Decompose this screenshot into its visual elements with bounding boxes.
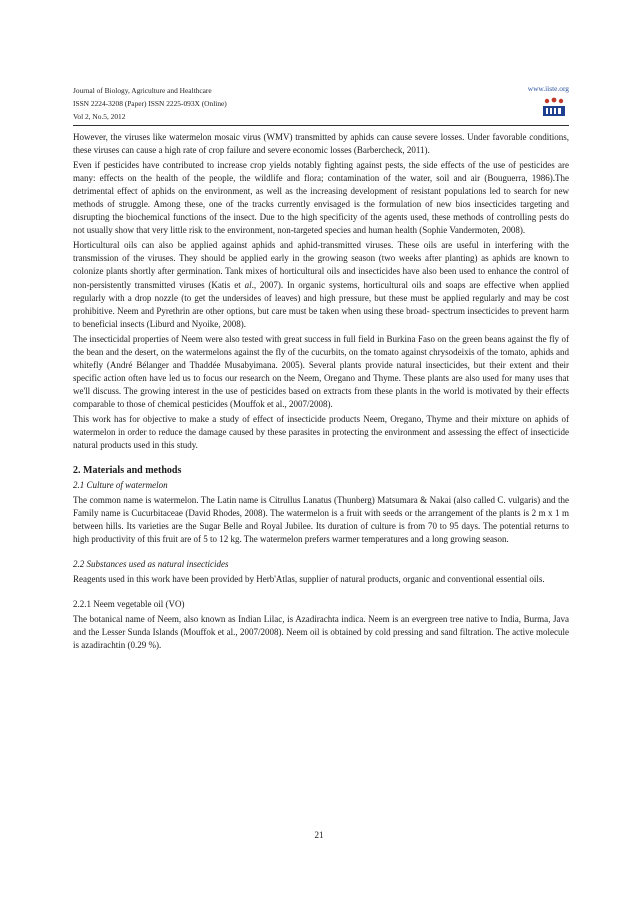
subsection-heading-culture: 2.1 Culture of watermelon [73,480,168,491]
paragraph-horticultural-oils [73,239,569,330]
paragraph-neem-oil: The botanical name of Neem, also known as Indian Lilac, is Azadirachta indica. Neem is an evergreen tree native to India, Burma, Java and the Lesser Sunda Islands (Mouffok et al., 2007/2008). Neem oil is obtained by cold pressing and sand filtration. The active molecule is azadirachtin (0.29 %). [73,614,569,651]
italic-al: al [244,279,252,290]
subsubsection-heading-neem: 2.2.1 Neem vegetable oil (VO) [73,599,185,610]
iiste-logo [541,96,567,118]
paragraph-objective: This work has for objective to make a study of effect of insecticide products Neem, Oregano, Thyme and their mixture on aphids of watermelon in order to reduce the damage caused by these parasites in protecting the environment and assessing the effect of insecticide natural products used in this study. [73,413,569,451]
issn-line: ISSN 2224-3208 (Paper) ISSN 2225-093X (Online) [73,99,227,109]
volume-line: Vol 2, No.5, 2012 [73,112,126,122]
section-heading-materials: 2. Materials and methods [73,465,182,477]
journal-url-link[interactable]: www.iiste.org [527,84,569,93]
paragraph-reagents: Reagents used in this work have been provided by Herb'Atlas, supplier of natural products, organic and conventional essential oils. [73,574,545,585]
subsection-heading-substances: 2.2 Substances used as natural insecticides [73,559,229,570]
journal-title: Journal of Biology, Agriculture and Healthcare [73,86,212,95]
paragraph-text: ., 2007). In organic systems, horticultural oils and soaps are effective when applied regularly with a drop nozzle (to get the undersides of leaves) and high pressure, but these must be applied regularly and may be cost prohibitive. Neem and Pyrethrin are other options, but care must be taken when using these broad- spectrum insecticides to prevent harm to beneficial insects (Liburd and Nyoike, 2008). [73,279,570,329]
paragraph-viruses: However, the viruses like watermelon mosaic virus (WMV) transmitted by aphids can cause severe losses. Under favorable conditions, these viruses can cause a high rate of crop failure and severe economic losses (Barbercheck, 2011). [73,132,569,156]
header-divider [73,125,569,126]
paragraph-text: Horticultural oils can also be applied against aphids and aphid-transmitted viruses. These oils are useful in interfering with the transmission of the viruses. They should be applied early in the growing season (two weeks after planting) as aphids are known to colonize plants shortly after germination. Tank mixes of horticultural oils and insecticides have also been used to enhance the control of non-persistently transmitted viruses (Katis et [73,240,569,290]
paragraph-pesticides: Even if pesticides have contributed to increase crop yields notably fighting against pests, the side effects of the use of pesticides are many: effects on the health of the people, the wildlife and flora; contamination of the water, soil and air (Bouguerra, 1986).The detrimental effect of aphids on the environment, as well as the increasing development of resistant populations led to search for new methods of struggle. Among these, one of the tracks currently envisaged is the formulation of new bios insecticides targeting and disrupting the biochemical functions of the insect. Due to the high specificity of the agents used, these methods of controlling pests do not usually show that very little risk to the environment, non-targeted species and human health (Sophie Vandermoten, 2008). [73,160,569,236]
paragraph-neem-properties: The insecticidal properties of Neem were also tested with great success in full field in Burkina Faso on the green beans against the fly of the bean and the desert, on the watermelons against the fly of the cucurbits, on the tomato against chrysodeixis of the tomato, aphids and whitefly (André Bélanger and Thaddée Musabyimana. 2005). Several plants provide natural insecticides, but their extent and their specific action often have led us to focus our research on the Neem, Oregano and Thyme. These plants are also used for many uses that we'll discuss. The growing interest in the use of pesticides based on extracts from these plants in the world is motivated by their effects comparable to those of chemical pesticides (Mouffok et al., 2007/2008). [73,333,569,409]
page-number: 21 [314,830,324,840]
page-header [73,84,569,124]
paragraph-watermelon: The common name is watermelon. The Latin name is Citrullus Lanatus (Thunberg) Matsumara & Nakai (also called C. vulgaris) and the Family name is Cucurbitaceae (David Rhodes, 2008). The watermelon is a fruit with seeds or the arrangement of the plants is 2 m x 1 m between hills. Its varieties are the Sugar Belle and Royal Jubilee. Its duration of culture is from 70 to 95 days. The potential returns to high productivity of this fruit are of 5 to 12 kg. The watermelon prefers warmer temperatures and a long growing season. [73,495,569,545]
article-body [73,131,569,655]
